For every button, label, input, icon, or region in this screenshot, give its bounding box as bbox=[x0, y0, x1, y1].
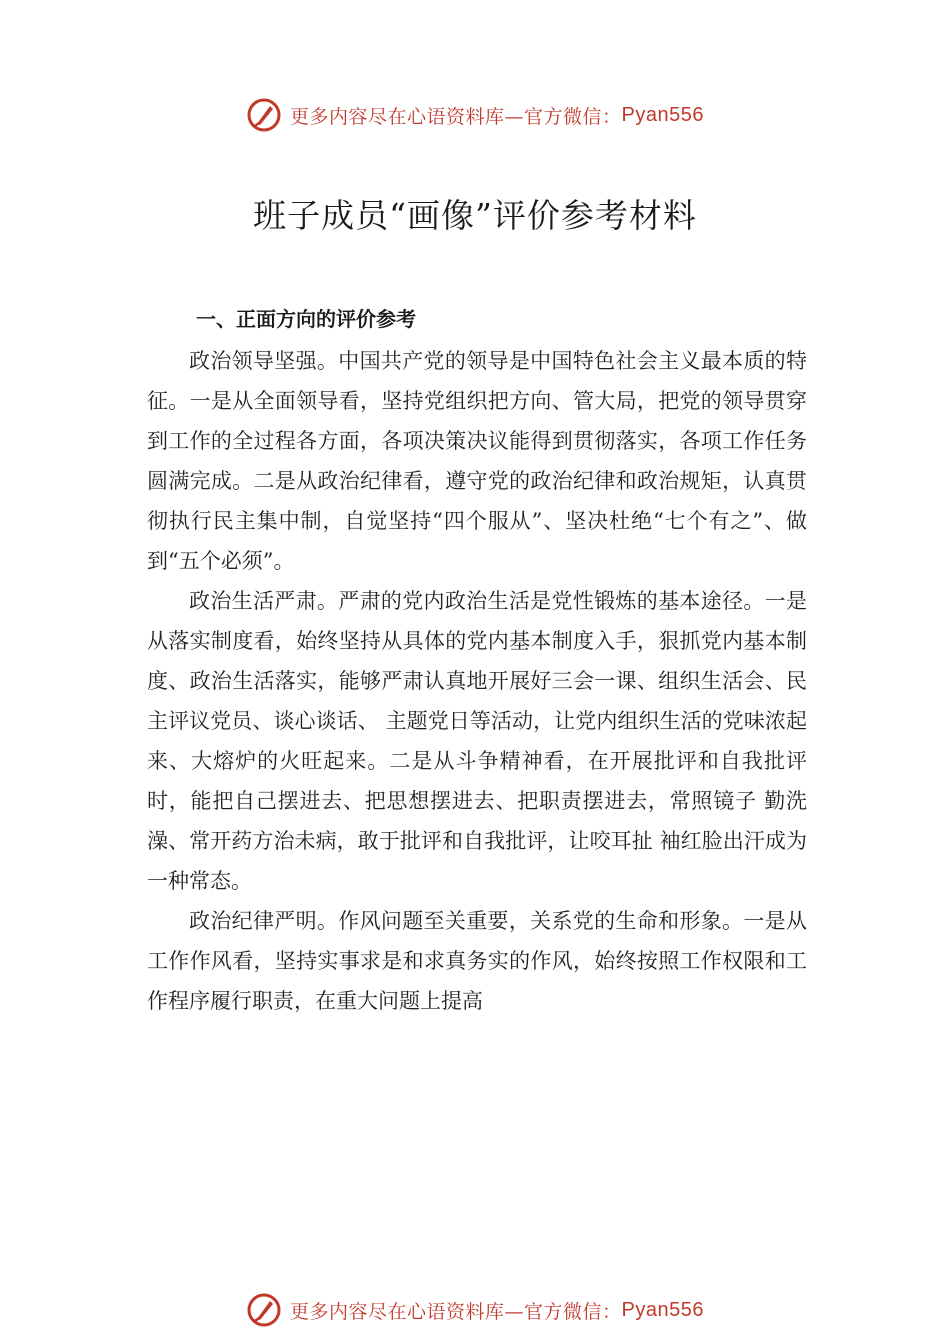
footer-banner bbox=[0, 1290, 950, 1330]
banner-text: 更多内容尽在心语资料库—官方微信： bbox=[290, 1300, 622, 1323]
section-heading: 一、正面方向的评价参考 bbox=[196, 307, 416, 331]
quill-logo-icon bbox=[246, 97, 282, 133]
wechat-id: Pyan556 bbox=[621, 103, 704, 126]
paragraph-political-leadership: 政治领导坚强。中国共产党的领导是中国特色社会主义最本质的特征。一是从全面领导看，坚持党组织把方向、管大局，把党的领导贯穿到工作的全过程各方面，各项决策决议能得到贯彻落实，各项工作任务圆满完成。二是从政治纪律看，遵守党的政治纪律和政治规矩，认真贯彻执行民主集中制，自觉坚持“四个服从”、坚决杜绝“七个有之”、做 到“五个必须”。 bbox=[147, 349, 807, 573]
document-body bbox=[147, 341, 807, 1021]
banner-text: 更多内容尽在心语资料库—官方微信： bbox=[290, 105, 622, 128]
paragraph-political-life: 政治生活严肃。严肃的党内政治生活是党性锻炼的基本途径。一是从落实制度看，始终坚持从具体的党内基本制度入手，狠抓党内基本制度、政治生活落实，能够严肃认真地开展好三会一课、组织生活会、民主评议党员、谈心谈话、 主题党日等活动，让党内组织生活的党味浓起来、大熔炉的火旺起来。二是从斗争精神看，在开展批评和自我批评时，能把自己摆进去、把思想摆进去、把职责摆进去，常照镜子 勤洗澡、常开药方治未病，敢于批评和自我批评，让咬耳扯 袖红脸出汗成为一种常态。 bbox=[147, 589, 807, 893]
document-title: 班子成员“画像”评价参考材料 bbox=[253, 196, 697, 235]
wechat-id: Pyan556 bbox=[621, 1298, 704, 1321]
paragraph-political-discipline: 政治纪律严明。作风问题至关重要，关系党的生命和形象。一是从工作作风看，坚持实事求是和求真务实的作风，始终按照工作权限和工作程序履行职责，在重大问题上提高 bbox=[147, 909, 807, 1013]
quill-logo-icon bbox=[246, 1292, 282, 1328]
header-banner bbox=[0, 95, 950, 135]
